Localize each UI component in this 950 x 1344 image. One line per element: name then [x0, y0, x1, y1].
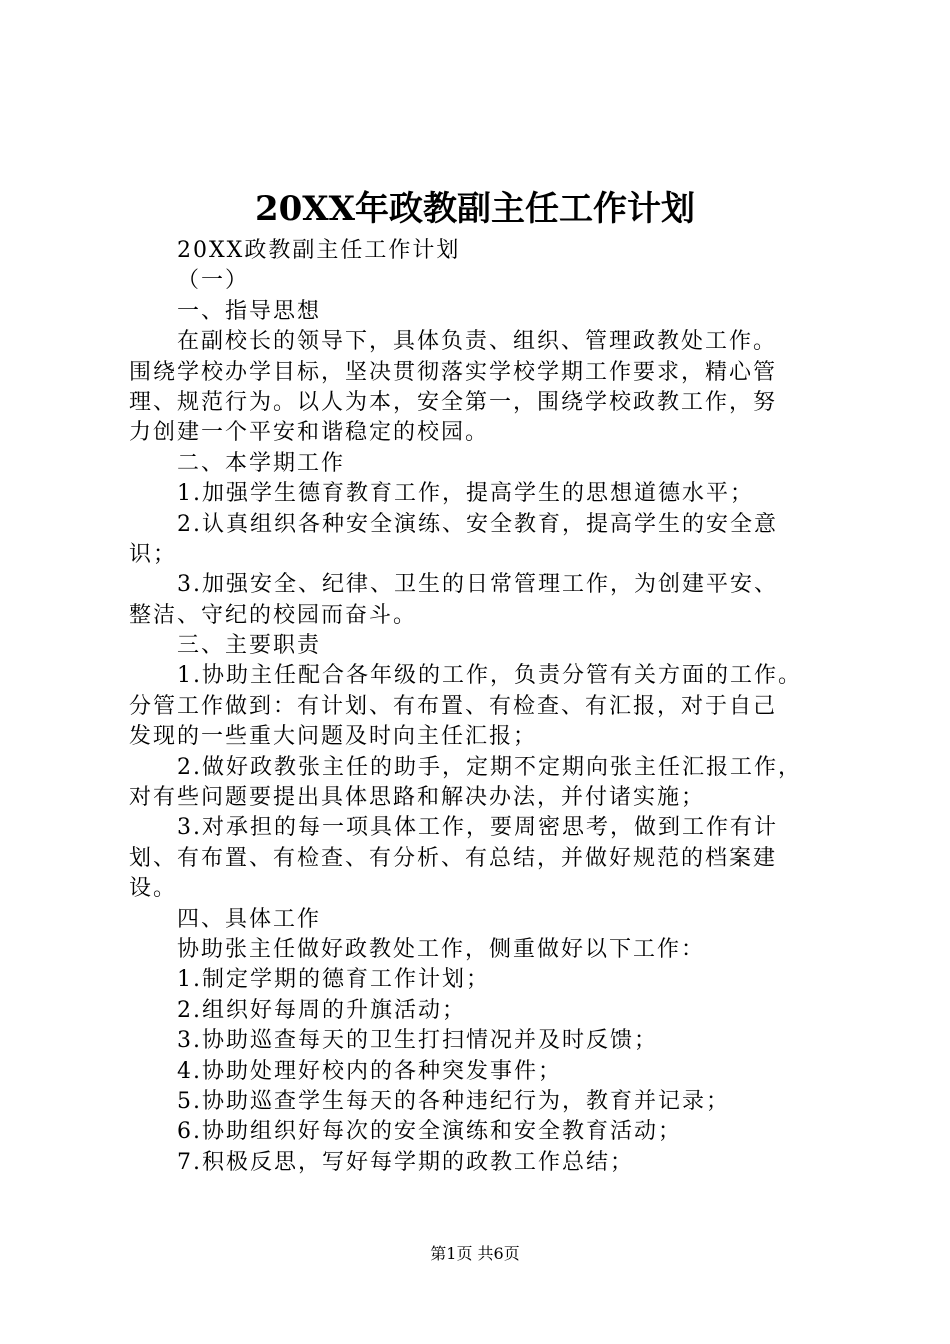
paragraph-line: 协助张主任做好政教处工作，侧重做好以下工作：: [177, 936, 706, 962]
list-item-line: 1.协助主任配合各年级的工作，负责分管有关方面的工作。: [177, 663, 802, 689]
list-item-line: 整洁、守纪的校园而奋斗。: [129, 602, 418, 628]
list-item-line: 4.协助处理好校内的各种突发事件；: [177, 1058, 562, 1084]
list-item-line: 3.对承担的每一项具体工作，要周密思考，做到工作有计: [177, 815, 778, 841]
list-item-line: 7.积极反思，写好每学期的政教工作总结；: [177, 1149, 634, 1175]
list-item-line: 3.加强安全、纪律、卫生的日常管理工作，为创建平安、: [177, 572, 778, 598]
list-item-line: 1.制定学期的德育工作计划；: [177, 967, 490, 993]
list-item-line: 对有些问题要提出具体思路和解决办法，并付诸实施；: [129, 785, 706, 811]
paragraph-line: 力创建一个平安和谐稳定的校园。: [129, 420, 490, 446]
list-item-line: 2.组织好每周的升旗活动；: [177, 997, 466, 1023]
list-item-line: 1.加强学生德育教育工作，提高学生的思想道德水平；: [177, 481, 754, 507]
section-number-line: （一）: [177, 268, 250, 294]
heading-main-duties: 三、主要职责: [177, 633, 322, 659]
list-item-line: 识；: [129, 541, 178, 567]
document-body: [129, 236, 841, 1178]
heading-guiding-thought: 一、指导思想: [177, 298, 322, 324]
list-item-line: 2.认真组织各种安全演练、安全教育，提高学生的安全意: [177, 511, 778, 537]
list-item-line: 3.协助巡查每天的卫生打扫情况并及时反馈；: [177, 1028, 658, 1054]
list-item-line: 5.协助巡查学生每天的各种违纪行为，教育并记录；: [177, 1088, 730, 1114]
page-number-footer: 第1页 共6页: [430, 1244, 520, 1263]
paragraph-line: 围绕学校办学目标，坚决贯彻落实学校学期工作要求，精心管: [129, 359, 778, 385]
list-item-line: 划、有布置、有检查、有分析、有总结，并做好规范的档案建: [129, 845, 778, 871]
list-item-line: 设。: [129, 876, 178, 902]
list-item-line: 分管工作做到：有计划、有布置、有检查、有汇报，对于自己: [129, 693, 778, 719]
paragraph-line: 理、规范行为。以人为本，安全第一，围绕学校政教工作，努: [129, 389, 778, 415]
list-item-line: 6.协助组织好每次的安全演练和安全教育活动；: [177, 1119, 682, 1145]
heading-specific-work: 四、具体工作: [177, 906, 322, 932]
heading-semester-work: 二、本学期工作: [177, 450, 346, 476]
list-item-line: 发现的一些重大问题及时向主任汇报；: [129, 724, 538, 750]
subtitle-line: 20XX政教副主任工作计划: [177, 238, 461, 263]
paragraph-line: 在副校长的领导下，具体负责、组织、管理政教处工作。: [177, 329, 778, 355]
document-title: 20XX年政教副主任工作计划: [254, 189, 696, 229]
list-item-line: 2.做好政教张主任的助手，定期不定期向张主任汇报工作，: [177, 754, 802, 780]
